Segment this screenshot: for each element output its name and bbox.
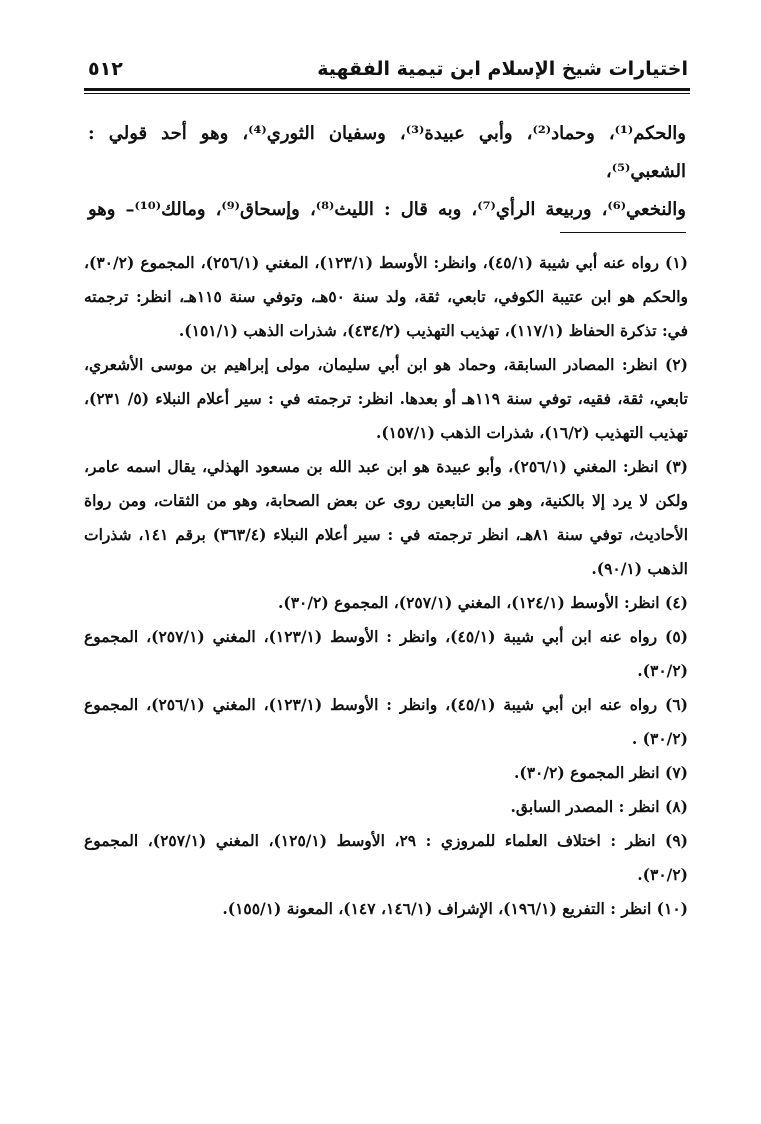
page-number: ٥١٢: [88, 58, 123, 80]
running-title: اختيارات شيخ الإسلام ابن تيمية الفقهية: [317, 58, 688, 80]
running-header: [88, 58, 688, 88]
header-rule-thick: [84, 88, 690, 91]
footnote-7: (٧) انظر المجموع (٣٠/٢).: [513, 763, 688, 782]
main-text: [88, 115, 686, 229]
header-rule-thin: [84, 93, 690, 94]
footnote-2: (٢) انظر: المصادر السابقة، وحماد هو ابن أبي سليمان، مولى إبراهيم بن موسى الأشعري، تابعي، ثقة، فقيه، توفي سنة ١١٩هـ أو بعدها. انظر: ترجمته في : سير أعلام النبلاء (٥/ ٢٣١)، تهذيب التهذيب (١٦/٢)، شذرات الذهب (١٥٧/١).: [84, 355, 688, 442]
footnote-separator: [560, 232, 686, 233]
footnote-9: (٩) انظر : اختلاف العلماء للمروزي : ٢٩، الأوسط (١٢٥/١)، المغني (٢٥٧/١)، المجموع (٣٠/٢).: [84, 831, 688, 884]
footnote-5: (٥) رواه عنه ابن أبي شيبة (٤٥/١)، وانظر : الأوسط (١٢٣/١)، المغني (٢٥٧/١)، المجموع (٣٠/٢).: [84, 627, 689, 680]
footnote-1: (١) رواه عنه أبي شيبة (٤٥/١)، وانظر: الأوسط (١٢٣/١)، المغني (٢٥٦/١)، المجموع (٣٠/٢)، والحكم هو ابن عتيبة الكوفي، تابعي، ثقة، ولد سنة ٥٠هـ، وتوفي سنة ١١٥هـ، انظر: ترجمته في: تذكرة الحفاظ (١١٧/١)، تهذيب التهذيب (٤٣٤/٢)، شذرات الذهب (١٥١/١).: [84, 253, 688, 340]
footnotes: [84, 246, 688, 926]
footnote-3: (٣) انظر: المغني (٢٥٦/١)، وأبو عبيدة هو ابن عبد الله بن مسعود الهذلي، يقال اسمه عامر، ولكن لا يرد إلا بالكنية، وهو من التابعين روى عن بعض الصحابة، وهو من الثقات، ومن رواة الأحاديث، توفي سنة ٨١هـ، انظر ترجمته في : سير أعلام النبلاء (٣٦٣/٤) برقم ١٤١، شذرات الذهب (٩٠/١).: [84, 457, 689, 578]
footnote-6: (٦) رواه عنه ابن أبي شيبة (٤٥/١)، وانظر : الأوسط (١٢٣/١)، المغني (٢٥٦/١)، المجموع (٣٠/٢) .: [84, 695, 689, 748]
main-text-line: والنخعي⁽⁶⁾، وربيعة الرأي⁽⁷⁾، وبه قال : الليث⁽⁸⁾، وإسحاق⁽⁹⁾، ومالك⁽¹⁰⁾– وهو: [88, 199, 686, 220]
main-text-line: والحكم⁽¹⁾، وحماد⁽²⁾، وأبي عبيدة⁽³⁾، وسفيان الثوري⁽⁴⁾، وهو أحد قولي : الشعبي⁽⁵⁾،: [88, 123, 686, 182]
footnote-10: (١٠) انظر : التفريع (١٩٦/١)، الإشراف (١٤٦/١، ١٤٧)، المعونة (١٥٥/١).: [222, 899, 688, 918]
footnote-8: (٨) انظر : المصدر السابق.: [510, 797, 688, 816]
footnote-4: (٤) انظر: الأوسط (١٢٤/١)، المغني (٢٥٧/١)، المجموع (٣٠/٢).: [278, 593, 688, 612]
